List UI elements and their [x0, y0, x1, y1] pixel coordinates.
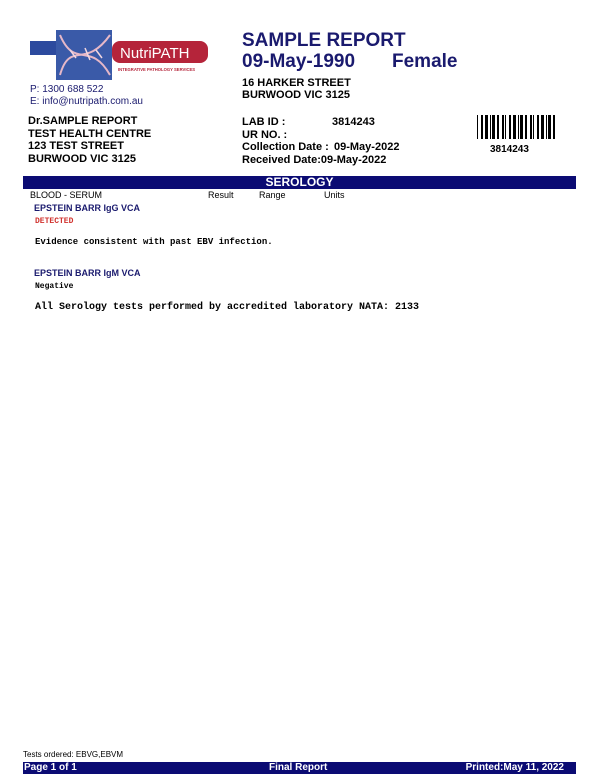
test-name: EPSTEIN BARR IgG VCA	[34, 203, 141, 213]
barcode-bar	[541, 115, 544, 139]
column-header-units: Units	[324, 190, 345, 200]
column-headers	[30, 190, 430, 201]
tests-ordered: Tests ordered: EBVG,EBVM	[23, 750, 124, 759]
collection-date-label: Collection Date :	[242, 141, 329, 153]
barcode-number: 3814243	[490, 144, 529, 155]
contact-email: E: info@nutripath.com.au	[30, 96, 143, 107]
contact-block	[30, 84, 143, 108]
patient-address	[242, 77, 351, 101]
accreditation-note: All Serology tests performed by accredited laboratory NATA: 2133	[35, 302, 420, 313]
lab-id-value: 3814243	[332, 116, 375, 128]
barcode-bar	[497, 115, 499, 139]
report-status: Final Report	[269, 762, 328, 773]
doctor-block	[28, 115, 151, 165]
doctor-centre: TEST HEALTH CENTRE	[28, 127, 152, 140]
patient-name: SAMPLE REPORT	[242, 30, 406, 51]
specimen-label: BLOOD - SERUM	[30, 190, 103, 200]
barcode-bar	[490, 115, 491, 139]
doctor-name: Dr.SAMPLE REPORT	[28, 115, 138, 127]
barcode-bar	[477, 115, 478, 139]
barcode-bar	[481, 115, 483, 139]
test-result-alert: DETECTED	[35, 217, 74, 226]
patient-address-line2: BURWOOD VIC 3125	[242, 89, 350, 101]
barcode-bar	[533, 115, 534, 139]
received-date-value: 09-May-2022	[320, 153, 387, 166]
barcode-bar	[553, 115, 555, 139]
printed-date: Printed:May 11, 2022	[465, 762, 564, 773]
column-header-result: Result	[208, 190, 234, 200]
barcode-bar	[537, 115, 539, 139]
nutripath-logo	[30, 30, 208, 80]
doctor-street: 123 TEST STREET	[28, 140, 124, 152]
barcode-image	[477, 115, 557, 139]
ur-no-label: UR NO. :	[242, 128, 288, 141]
barcode-bar	[509, 115, 511, 139]
barcode-bar	[505, 115, 506, 139]
contact-phone: P: 1300 688 522	[30, 84, 104, 95]
doctor-suburb: BURWOOD VIC 3125	[28, 152, 136, 165]
lab-info-block	[242, 116, 399, 166]
received-date-label: Received Date:	[242, 153, 321, 166]
barcode-bar	[518, 115, 519, 139]
barcode-bar	[485, 115, 488, 139]
logo-brand-text: NutriPATH	[120, 45, 190, 62]
test-result: Negative	[35, 282, 74, 291]
barcode-bar	[525, 115, 527, 139]
barcode-bar	[520, 115, 523, 139]
test-comment: Evidence consistent with past EBV infection.	[35, 237, 273, 247]
barcode-bar	[530, 115, 532, 139]
section-title-bar: SEROLOGY	[23, 176, 576, 189]
barcode-bar	[502, 115, 504, 139]
patient-dob: 09-May-1990	[242, 51, 356, 72]
lab-id-label: LAB ID :	[242, 116, 286, 128]
logo-tagline-text: INTEGRATIVE PATHOLOGY SERVICES	[118, 67, 196, 72]
barcode-bar	[492, 115, 495, 139]
footer-bar	[23, 762, 576, 774]
page-number: Page 1 of 1	[24, 762, 77, 773]
column-header-range: Range	[259, 190, 286, 200]
patient-gender: Female	[392, 51, 458, 72]
test-name: EPSTEIN BARR IgM VCA	[34, 268, 141, 278]
barcode-bar	[546, 115, 547, 139]
barcode-bar	[548, 115, 551, 139]
barcode-bar	[513, 115, 516, 139]
collection-date-value: 09-May-2022	[334, 141, 400, 153]
patient-address-line1: 16 HARKER STREET	[242, 77, 351, 89]
